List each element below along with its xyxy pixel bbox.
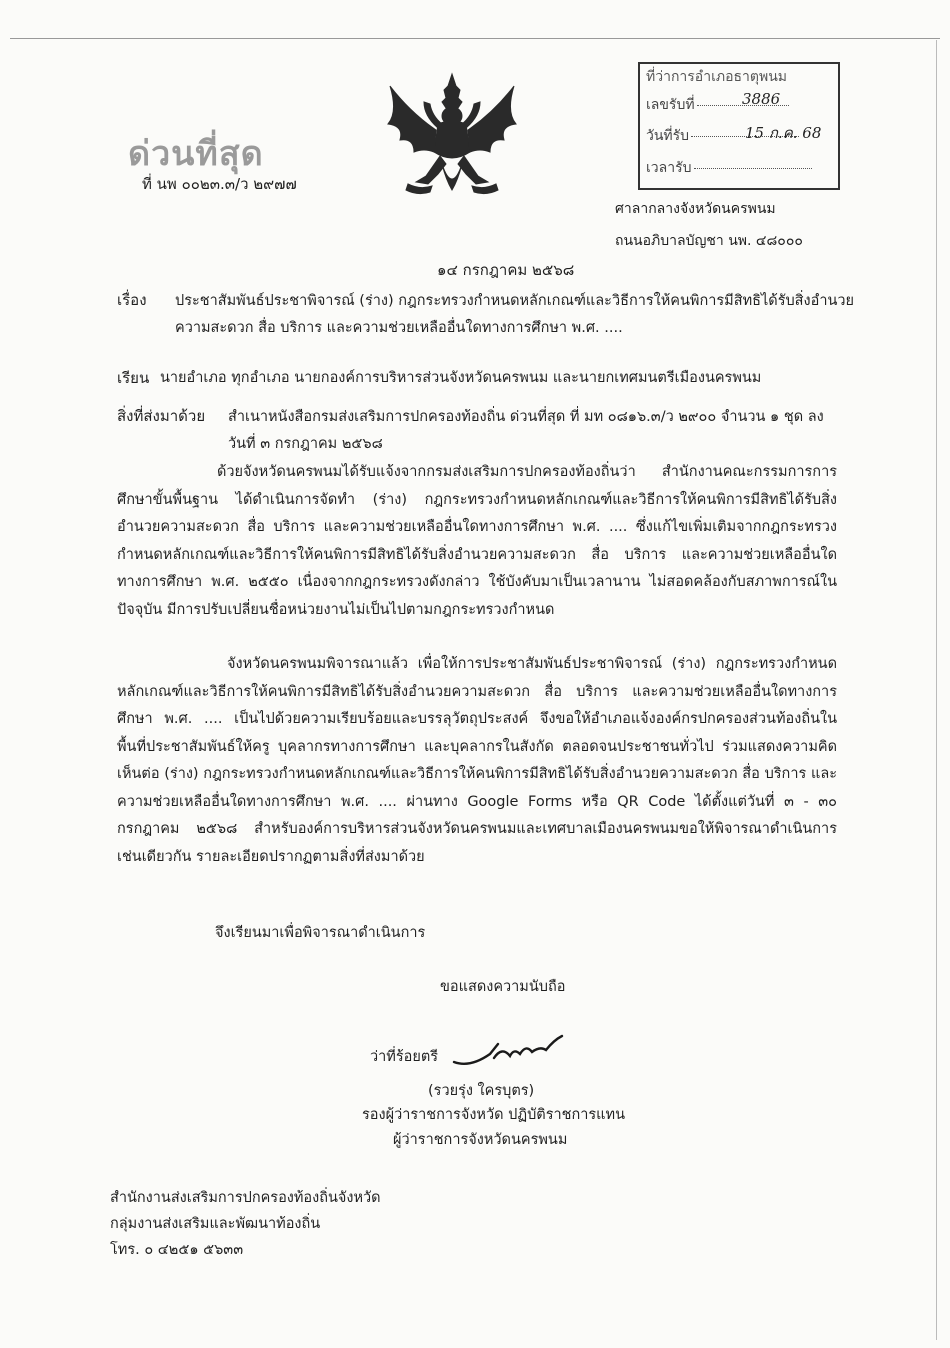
footer-contact	[110, 1185, 381, 1263]
signer-rank: ว่าที่ร้อยตรี	[370, 1049, 439, 1065]
subject-label: เรื่อง	[117, 291, 147, 309]
enclosure-label: สิ่งที่ส่งมาด้วย	[117, 407, 206, 425]
stamp-date-label: วันที่รับ	[646, 128, 690, 144]
to-label: เรียน	[117, 369, 150, 387]
stamp-office: ที่ว่าการอำเภอธาตุพนม	[646, 69, 788, 85]
scan-edge-line-right	[936, 40, 937, 1340]
garuda-emblem-icon	[380, 72, 525, 202]
office-name: ศาลากลางจังหวัดนครพนม	[615, 201, 776, 217]
footer-division: กลุ่มงานส่งเสริมและพัฒนาท้องถิ่น	[110, 1216, 321, 1232]
receiving-stamp	[638, 62, 840, 190]
footer-office: สำนักงานส่งเสริมการปกครองท้องถิ่นจังหวัด	[110, 1190, 381, 1206]
urgency-mark: ด่วนที่สุด	[128, 134, 264, 174]
stamp-date-value: 15 ก.ค. 68	[745, 124, 822, 142]
scan-edge-line	[10, 38, 940, 39]
body-paragraph-2: จังหวัดนครพนมพิจารณาแล้ว เพื่อให้การประชาสัมพันธ์ประชาพิจารณ์ (ร่าง) กฎกระทรวงกำหนดหลักเกณฑ์และวิธีการให้คนพิการมีสิทธิได้รับสิ่งอำนวยความสะดวก สื่อ บริการ และความช่วยเหลืออื่นใดทางการศึกษา พ.ศ. .... เป็นไปด้วยความเรียบร้อยและบรรลุวัตถุประสงค์ จึงขอให้อำเภอแจ้งองค์กรปกครองส่วนท้องถิ่นในพื้นที่ประชาสัมพันธ์ให้ครู บุคลากรทางการศึกษา และบุคลากรในสังกัด ตลอดจนประชาชนทั่วไป ร่วมแสดงความคิดเห็นต่อ (ร่าง) กฎกระทรวงกำหนดหลักเกณฑ์และวิธีการให้คนพิการมีสิทธิได้รับสิ่งอำนวยความสะดวก สื่อ บริการ และความช่วยเหลืออื่นใดทางการศึกษา พ.ศ. .... ผ่านทาง Google Forms หรือ QR Code ได้ตั้งแต่วันที่ ๓ - ๓๐ กรกฎาคม ๒๕๖๘ สำหรับองค์การบริหารส่วนจังหวัดนครพนมและเทศบาลเมืองนครพนมขอให้พิจารณาดำเนินการเช่นเดียวกัน รายละเอียดปรากฏตามสิ่งที่ส่งมาด้วย	[117, 656, 837, 865]
signer-name: (รวยรุ่ง ใครบุตร)	[428, 1083, 535, 1099]
stamp-time-label: เวลารับ	[646, 160, 692, 176]
signer-position-1: รองผู้ว่าราชการจังหวัด ปฏิบัติราชการแทน	[362, 1107, 625, 1123]
handwritten-signature	[450, 1028, 570, 1078]
recipient-text: นายอำเภอ ทุกอำเภอ นายกองค์การบริหารส่วนจังหวัดนครพนม และนายกเทศมนตรีเมืองนครพนม	[160, 370, 762, 386]
stamp-receipt-no-label: เลขรับที่	[646, 97, 695, 113]
footer-phone: โทร. ๐ ๔๒๕๑ ๕๖๓๓	[110, 1242, 244, 1258]
body-paragraph-1: ด้วยจังหวัดนครพนมได้รับแจ้งจากกรมส่งเสริมการปกครองท้องถิ่นว่า สำนักงานคณะกรรมการการศึกษาขั้นพื้นฐาน ได้ดำเนินการจัดทำ (ร่าง) กฎกระทรวงกำหนดหลักเกณฑ์และวิธีการให้คนพิการมีสิทธิได้รับสิ่งอำนวยความสะดวก สื่อ บริการ และความช่วยเหลืออื่นใดทางการศึกษา พ.ศ. .... ซึ่งแก้ไขเพิ่มเติมจากกฎกระทรวงกำหนดหลักเกณฑ์และวิธีการให้คนพิการมีสิทธิได้รับสิ่งอำนวยความสะดวก สื่อ บริการ และความช่วยเหลืออื่นใดทางการศึกษา พ.ศ. ๒๕๕๐ เนื่องจากกฎกระทรวงดังกล่าว ใช้บังคับมาเป็นเวลานาน ไม่สอดคล้องกับสภาพการณ์ในปัจจุบัน มีการปรับเปลี่ยนชื่อหน่วยงานไม่เป็นไปตามกฎกระทรวงกำหนด	[117, 464, 837, 618]
letter-date: ๑๔ กรกฎาคม ๒๕๖๘	[437, 261, 575, 279]
sender-address	[615, 193, 803, 257]
document-number: ที่ นพ ๐๐๒๓.๓/ว ๒๙๗๗	[142, 175, 297, 193]
enclosure-text: สำเนาหนังสือกรมส่งเสริมการปกครองท้องถิ่น ด่วนที่สุด ที่ มท ๐๘๑๖.๓/ว ๒๙๐๐ จำนวน ๑ ชุด ลงวันที่ ๓ กรกฎาคม ๒๕๖๘	[228, 409, 824, 452]
closing-salutation: ขอแสดงความนับถือ	[440, 979, 566, 995]
stamp-time-row	[646, 157, 812, 179]
body-paragraph-3: จึงเรียนมาเพื่อพิจารณาดำเนินการ	[215, 925, 426, 941]
signer-position-2: ผู้ว่าราชการจังหวัดนครพนม	[393, 1132, 568, 1148]
subject-text: ประชาสัมพันธ์ประชาพิจารณ์ (ร่าง) กฎกระทรวงกำหนดหลักเกณฑ์และวิธีการให้คนพิการมีสิทธิได้รับสิ่งอำนวยความสะดวก สื่อ บริการ และความช่วยเหลืออื่นใดทางการศึกษา พ.ศ. ....	[175, 293, 855, 336]
office-street: ถนนอภิบาลบัญชา นพ. ๔๘๐๐๐	[615, 233, 803, 249]
stamp-receipt-no-value: 3886	[742, 90, 781, 108]
